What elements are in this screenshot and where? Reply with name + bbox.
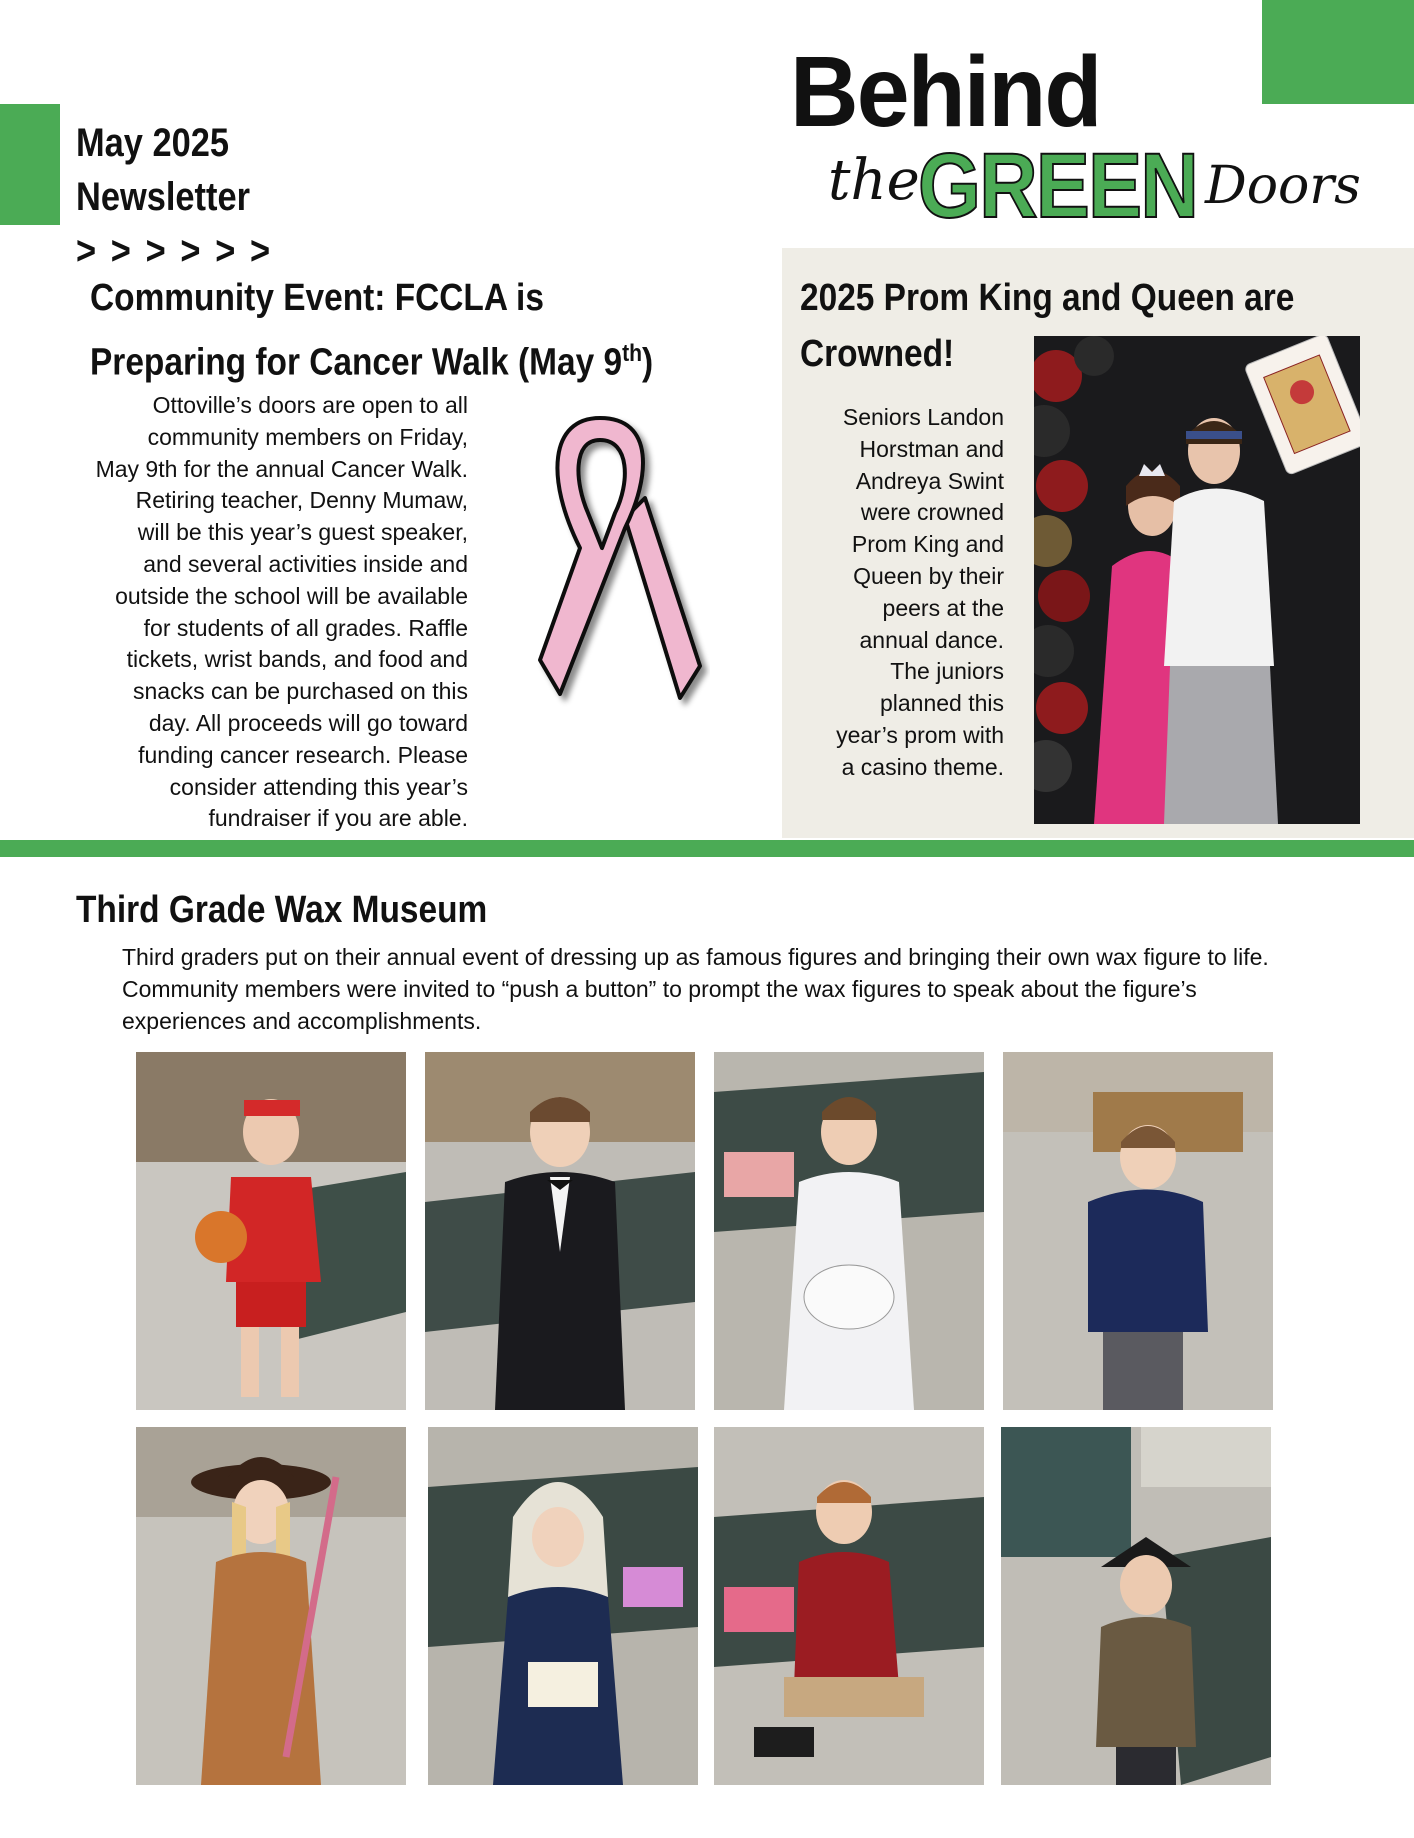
text-line: Horstman and — [859, 435, 1004, 462]
section-divider — [0, 840, 1414, 857]
cancer-walk-headline-text: Preparing for Cancer Walk (May 9 — [90, 341, 623, 384]
cancer-walk-headline-sup: th — [622, 340, 643, 367]
text-line: Seniors Landon — [842, 404, 1004, 430]
text-line: year’s prom with — [836, 721, 1004, 748]
cancer-walk-headline-line2 — [90, 326, 653, 391]
text-line: consider attending this year’s — [169, 773, 468, 800]
accent-block-left — [0, 104, 60, 225]
text-line: Andreya Swint — [855, 467, 1004, 494]
prom-headline-line1: 2025 Prom King and Queen are — [800, 277, 1295, 319]
text-line: tickets, wrist bands, and food and — [126, 646, 468, 673]
masthead-doors: Doors — [1205, 156, 1361, 216]
pink-ribbon-icon — [530, 398, 710, 718]
text-line: for students of all grades. Raffle — [143, 614, 468, 641]
text-line: day. All proceeds will go toward — [148, 709, 468, 736]
text-line: and several activities inside and — [143, 550, 468, 577]
prom-headline-line2: Crowned! — [800, 333, 955, 375]
text-line: Prom King and — [851, 531, 1004, 558]
newsletter-title — [76, 116, 270, 278]
text-line: Community members were invited to “push a button” to prompt the wax figures to speak about the figure’s — [122, 975, 1197, 1002]
wax-photo-colonial — [1001, 1427, 1271, 1785]
text-line: Third graders put on their annual event of dressing up as famous figures and bringing their own wax figure to life. — [122, 944, 1269, 970]
newsletter-title-month: May 2025 — [76, 121, 230, 165]
text-line: planned this — [879, 690, 1004, 717]
text-line: Queen by their — [853, 562, 1004, 589]
wax-photo-basketball — [136, 1052, 406, 1410]
newsletter-title-word: Newsletter — [76, 175, 250, 219]
cancer-walk-headline-close: ) — [642, 341, 654, 384]
text-line: a casino theme. — [841, 753, 1004, 780]
masthead-the: the — [828, 148, 920, 213]
text-line: Ottoville’s doors are open to all — [152, 392, 468, 418]
text-line: The juniors — [890, 658, 1004, 685]
text-line: Retiring teacher, Denny Mumaw, — [135, 487, 468, 514]
text-line: experiences and accomplishments. — [122, 1007, 482, 1034]
cancer-walk-body — [60, 390, 468, 835]
wax-photo-annie-oakley — [136, 1427, 406, 1785]
newsletter-arrows: > > > > > > — [76, 229, 271, 273]
prom-photo — [1034, 336, 1360, 824]
cancer-walk-headline-line1: Community Event: FCCLA is — [90, 277, 544, 319]
wax-photo-red-sweater — [714, 1427, 984, 1785]
wax-museum-headline: Third Grade Wax Museum — [76, 889, 488, 931]
masthead-green: GREEN — [918, 135, 1198, 237]
text-line: snacks can be purchased on this — [133, 678, 468, 705]
wax-museum-body — [122, 942, 1382, 1037]
text-line: community members on Friday, — [147, 423, 468, 450]
text-line: funding cancer research. Please — [138, 741, 468, 768]
masthead-behind: Behind — [790, 36, 1101, 148]
wax-photo-chef — [714, 1052, 984, 1410]
accent-block-top-right — [1262, 0, 1414, 104]
cancer-walk-headline — [90, 270, 730, 391]
wax-photo-hockey — [1003, 1052, 1273, 1410]
wax-photo-hooded-reader — [428, 1427, 698, 1785]
text-line: were crowned — [860, 499, 1004, 526]
text-line: will be this year’s guest speaker, — [137, 519, 468, 546]
text-line: outside the school will be available — [115, 582, 468, 609]
wax-photo-tuxedo — [425, 1052, 695, 1410]
text-line: May 9th for the annual Cancer Walk. — [95, 455, 468, 482]
text-line: annual dance. — [859, 626, 1004, 653]
text-line: fundraiser if you are able. — [208, 805, 468, 832]
text-line: peers at the — [882, 594, 1004, 621]
prom-body — [800, 402, 1004, 784]
